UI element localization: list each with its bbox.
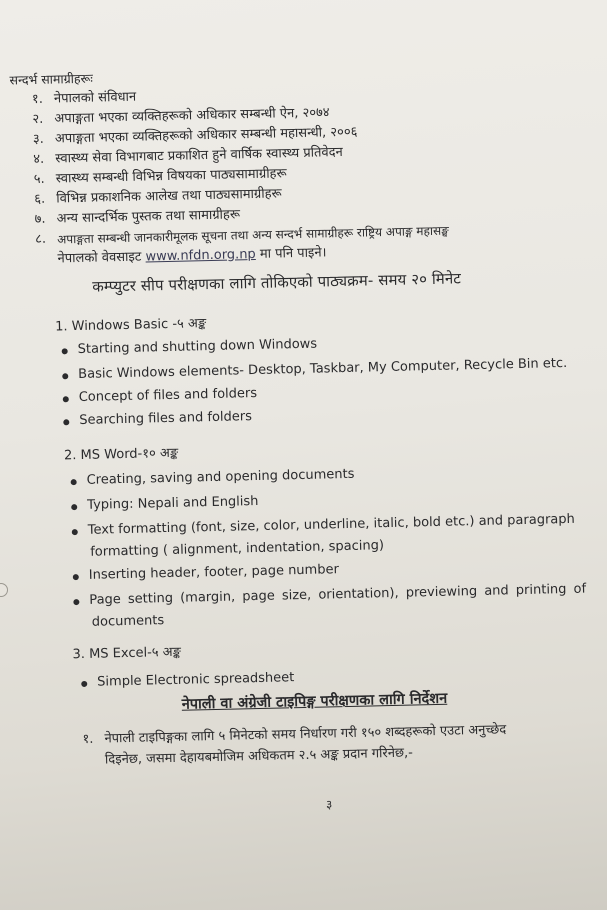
bullet-item: Typing: Nepali and English <box>87 493 259 513</box>
bullet-dot <box>81 681 87 687</box>
bullet-item-continuation: formatting ( alignment, indentation, spacing) <box>90 538 385 560</box>
page-number: ३ <box>325 797 333 812</box>
ref-num: ३. <box>32 131 44 147</box>
section-title: 1. Windows Basic -५ अङ्क <box>54 316 207 335</box>
ref-item-continuation <box>57 245 326 267</box>
typing-item-num: १. <box>82 731 94 748</box>
ref-num: ६. <box>34 191 46 207</box>
bullet-item: Simple Electronic spreadsheet <box>97 670 295 690</box>
bullet-dot <box>72 529 78 535</box>
ref-num: ४. <box>33 151 45 167</box>
bullet-dot <box>62 348 68 354</box>
bullet-dot <box>62 373 68 379</box>
section-title: 3. MS Excel-५ अङ्क <box>72 644 182 663</box>
ref-item: नेपालको संविधान <box>53 89 137 107</box>
bullet-item: Page setting (margin, page size, orientation), previewing and printing of <box>89 581 587 608</box>
bullet-dot <box>63 396 69 402</box>
ref-item: अपाङ्गता सम्बन्धी जानकारीमूलक सूचना तथा अन्य सन्दर्भ सामाग्रीहरू राष्ट्रिय अपाङ्ग महासङ्घ <box>57 223 449 247</box>
ref-item: अपाङ्गता भएका व्यक्तिहरूको अधिकार सम्बन्धी महासन्धी, २००६ <box>54 124 358 147</box>
bullet-item: Searching files and folders <box>79 409 253 428</box>
bullet-item: Starting and shutting down Windows <box>77 336 318 358</box>
nfdn-website-link[interactable]: www.nfdn.org.np <box>145 246 256 265</box>
ref-item: अपाङ्गता भएका व्यक्तिहरूको अधिकार सम्बन्धी ऐन, २०७४ <box>54 105 330 127</box>
ref-text: मा पनि पाइने। <box>255 245 327 262</box>
ref-item: स्वास्थ्य सेवा विभागबाट प्रकाशित हुने वार्षिक स्वास्थ्य प्रतिवेदन <box>55 144 343 167</box>
ref-num: ७. <box>34 211 46 227</box>
bullet-item: Creating, saving and opening documents <box>86 466 355 488</box>
bullet-item: Basic Windows elements- Desktop, Taskbar, My Computer, Recycle Bin etc. <box>78 355 568 383</box>
computer-syllabus-heading: कम्प्युटर सीप परीक्षणका लागि तोकिएको पाठ्यक्रम- समय २० मिनेट <box>92 269 462 296</box>
bullet-dot <box>63 419 69 425</box>
section-title: 2. MS Word-१० अङ्क <box>63 445 179 464</box>
ref-item: स्वास्थ्य सम्बन्धी विभिन्न विषयका पाठ्यसामाग्रीहरू <box>55 166 287 187</box>
ref-num: ८. <box>34 231 47 247</box>
typing-instruction-heading: नेपाली वा अंग्रेजी टाइपिङ्ग परीक्षणका लागि निर्देशन <box>181 690 448 713</box>
bullet-dot <box>71 504 77 510</box>
ref-item: विभिन्न प्रकाशनिक आलेख तथा पाठ्यसामाग्रीहरू <box>56 186 282 207</box>
typing-item-line: दिइनेछ, जसमा देहायबमोजिम अधिकतम २.५ अङ्क प्रदान गरिनेछ,- <box>104 745 414 768</box>
bullet-dot <box>71 479 77 485</box>
ref-text: नेपालको वेवसाइट <box>57 249 146 267</box>
bullet-dot <box>73 599 79 605</box>
bullet-dot <box>73 574 79 580</box>
ref-item: अन्य सान्दर्भिक पुस्तक तथा सामाग्रीहरू <box>56 207 241 227</box>
references-title: सन्दर्भ सामाग्रीहरूः <box>9 70 93 88</box>
ref-num: ५. <box>33 171 45 187</box>
bullet-item: Concept of files and folders <box>78 385 258 406</box>
typing-item-line: नेपाली टाइपिङ्गका लागि ५ मिनेटको समय निर्धारण गरी १५० शब्दहरूको एउटा अनुच्छेद <box>104 722 507 747</box>
ref-num: १. <box>31 91 44 107</box>
bullet-item-continuation: documents <box>91 613 165 630</box>
bullet-item: Inserting header, footer, page number <box>88 562 340 583</box>
bullet-item: Text formatting (font, size, color, underline, italic, bold etc.) and paragraph <box>87 511 575 538</box>
ref-num: २. <box>32 111 44 127</box>
